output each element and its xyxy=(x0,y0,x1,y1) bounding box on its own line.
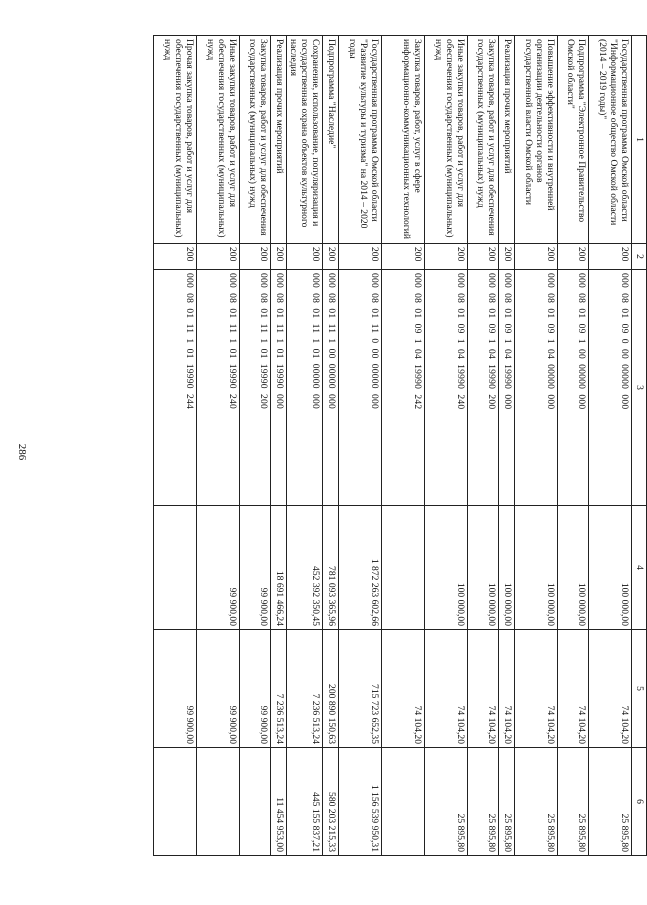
row-value-col4-cell: 100 000,00 xyxy=(468,506,499,630)
row-value-col6-cell: 580 203 215,33 xyxy=(323,748,339,856)
row-admin-code-cell: 200 xyxy=(270,244,286,270)
row-admin-code-cell: 200 xyxy=(558,244,589,270)
row-value-col4-cell: 100 000,00 xyxy=(499,506,515,630)
row-name-cell: Подпрограмма "Электронное Правительство Омской области" xyxy=(558,36,589,244)
row-name-cell: Реализация прочих мероприятий xyxy=(499,36,515,244)
row-value-col6-cell: 25 895,80 xyxy=(515,748,558,856)
row-admin-code-cell: 200 xyxy=(589,244,632,270)
table-row xyxy=(323,36,339,856)
row-classification-code-cell: 000 08 01 09 1 00 00000 000 xyxy=(558,270,589,506)
row-admin-code-cell: 200 xyxy=(153,244,196,270)
table-body xyxy=(153,36,631,856)
col-header-2: 2 xyxy=(632,244,647,270)
row-classification-code-cell: 000 08 01 09 1 04 19990 200 xyxy=(468,270,499,506)
row-value-col4-cell: 100 000,00 xyxy=(589,506,632,630)
col-header-3: 3 xyxy=(632,270,647,506)
row-value-col4-cell: 18 691 466,24 xyxy=(270,506,286,630)
page-number: 286 xyxy=(16,443,28,461)
row-admin-code-cell: 200 xyxy=(286,244,322,270)
table-row xyxy=(515,36,558,856)
row-value-col5-cell: 74 104,20 xyxy=(468,630,499,748)
row-value-col4-cell: 99 900,00 xyxy=(239,506,270,630)
row-name-cell: Закупка товаров, работ и услуг для обеспечения государственных (муниципальных) нужд xyxy=(239,36,270,244)
row-admin-code-cell: 200 xyxy=(339,244,382,270)
row-value-col4-cell: 1 872 263 602,66 xyxy=(339,506,382,630)
row-value-col4-cell: 100 000,00 xyxy=(558,506,589,630)
row-value-col6-cell: 25 895,80 xyxy=(468,748,499,856)
row-classification-code-cell: 000 08 01 11 0 00 00000 000 xyxy=(339,270,382,506)
row-value-col4-cell xyxy=(382,506,425,630)
row-value-col5-cell: 200 890 150,63 xyxy=(323,630,339,748)
row-name-cell: Реализация прочих мероприятий xyxy=(270,36,286,244)
rotated-page xyxy=(87,35,647,855)
table-row xyxy=(558,36,589,856)
table-row xyxy=(270,36,286,856)
row-value-col5-cell: 74 104,20 xyxy=(558,630,589,748)
row-admin-code-cell: 200 xyxy=(468,244,499,270)
table-row xyxy=(339,36,382,856)
row-name-cell: Закупка товаров, работ, услуг в сфере информационно-коммуникационных технологий xyxy=(382,36,425,244)
row-value-col6-cell: 25 895,80 xyxy=(499,748,515,856)
table-row xyxy=(589,36,632,856)
row-admin-code-cell: 200 xyxy=(499,244,515,270)
row-value-col4-cell: 452 392 350,45 xyxy=(286,506,322,630)
row-value-col4-cell: 781 093 365,96 xyxy=(323,506,339,630)
row-name-cell: Повышение эффективности и внутренней организации деятельности органов государственной власти Омской области xyxy=(515,36,558,244)
row-classification-code-cell: 000 08 01 11 1 01 19990 000 xyxy=(270,270,286,506)
table-row xyxy=(286,36,322,856)
row-classification-code-cell: 000 08 01 11 1 01 00000 000 xyxy=(286,270,322,506)
table-row xyxy=(239,36,270,856)
row-admin-code-cell: 200 xyxy=(425,244,468,270)
row-value-col4-cell: 99 900,00 xyxy=(196,506,239,630)
row-value-col5-cell: 74 104,20 xyxy=(515,630,558,748)
table-wrapper xyxy=(87,35,647,855)
row-name-cell: Государственная программа Омской области "Развитие культуры и туризма" на 2014 – 2020 годы xyxy=(339,36,382,244)
table-row xyxy=(153,36,196,856)
row-name-cell: Иные закупки товаров, работ и услуг для обеспечения государственных (муниципальных) нужд xyxy=(425,36,468,244)
row-value-col5-cell: 99 900,00 xyxy=(239,630,270,748)
row-admin-code-cell: 200 xyxy=(196,244,239,270)
row-classification-code-cell: 000 08 01 09 0 00 00000 000 xyxy=(589,270,632,506)
row-value-col6-cell: 25 895,80 xyxy=(558,748,589,856)
row-value-col5-cell: 99 900,00 xyxy=(153,630,196,748)
row-value-col5-cell: 74 104,20 xyxy=(589,630,632,748)
table-row xyxy=(468,36,499,856)
col-header-1: 1 xyxy=(632,36,647,244)
row-admin-code-cell: 200 xyxy=(382,244,425,270)
row-value-col4-cell: 100 000,00 xyxy=(425,506,468,630)
row-classification-code-cell: 000 08 01 09 1 04 19990 242 xyxy=(382,270,425,506)
budget-table xyxy=(153,35,647,856)
row-classification-code-cell: 000 08 01 09 1 04 19990 240 xyxy=(425,270,468,506)
row-name-cell: Иные закупки товаров, работ и услуг для обеспечения государственных (муниципальных) нужд xyxy=(196,36,239,244)
row-classification-code-cell: 000 08 01 09 1 04 00000 000 xyxy=(515,270,558,506)
row-value-col6-cell: 1 156 539 950,31 xyxy=(339,748,382,856)
table-row xyxy=(499,36,515,856)
row-name-cell: Сохранение, использование, популяризация и государственная охрана объектов культурного наследия xyxy=(286,36,322,244)
row-value-col5-cell: 7 236 513,24 xyxy=(270,630,286,748)
row-admin-code-cell: 200 xyxy=(515,244,558,270)
row-name-cell: Государственная программа Омской области "Информационное общество Омской области (2014 – 2019 годы)" xyxy=(589,36,632,244)
row-value-col4-cell: 100 000,00 xyxy=(515,506,558,630)
row-value-col5-cell: 99 900,00 xyxy=(196,630,239,748)
row-value-col6-cell xyxy=(239,748,270,856)
row-admin-code-cell: 200 xyxy=(239,244,270,270)
row-name-cell: Прочая закупка товаров, работ и услуг для обеспечения государственных (муниципальных) нужд xyxy=(153,36,196,244)
table-row xyxy=(425,36,468,856)
row-value-col5-cell: 74 104,20 xyxy=(499,630,515,748)
row-classification-code-cell: 000 08 01 09 1 04 19990 000 xyxy=(499,270,515,506)
col-header-6: 6 xyxy=(632,748,647,856)
row-value-col5-cell: 715 723 652,35 xyxy=(339,630,382,748)
row-value-col6-cell: 25 895,80 xyxy=(425,748,468,856)
table-row xyxy=(196,36,239,856)
row-name-cell: Подпрограмма "Наследие" xyxy=(323,36,339,244)
table-row xyxy=(382,36,425,856)
col-header-5: 5 xyxy=(632,630,647,748)
row-value-col6-cell xyxy=(196,748,239,856)
row-value-col6-cell xyxy=(153,748,196,856)
row-value-col6-cell: 11 454 953,00 xyxy=(270,748,286,856)
row-admin-code-cell: 200 xyxy=(323,244,339,270)
row-classification-code-cell: 000 08 01 11 1 01 19990 244 xyxy=(153,270,196,506)
col-header-4: 4 xyxy=(632,506,647,630)
row-value-col6-cell: 25 895,80 xyxy=(589,748,632,856)
row-value-col5-cell: 7 236 513,24 xyxy=(286,630,322,748)
row-classification-code-cell: 000 08 01 11 1 01 19990 200 xyxy=(239,270,270,506)
header-row xyxy=(632,36,647,856)
row-classification-code-cell: 000 08 01 11 1 00 00000 000 xyxy=(323,270,339,506)
row-value-col6-cell: 445 155 837,21 xyxy=(286,748,322,856)
row-value-col6-cell xyxy=(382,748,425,856)
row-classification-code-cell: 000 08 01 11 1 01 19990 240 xyxy=(196,270,239,506)
row-value-col4-cell xyxy=(153,506,196,630)
row-value-col5-cell: 74 104,20 xyxy=(382,630,425,748)
row-name-cell: Закупка товаров, работ и услуг для обеспечения государственных (муниципальных) нужд xyxy=(468,36,499,244)
row-value-col5-cell: 74 104,20 xyxy=(425,630,468,748)
